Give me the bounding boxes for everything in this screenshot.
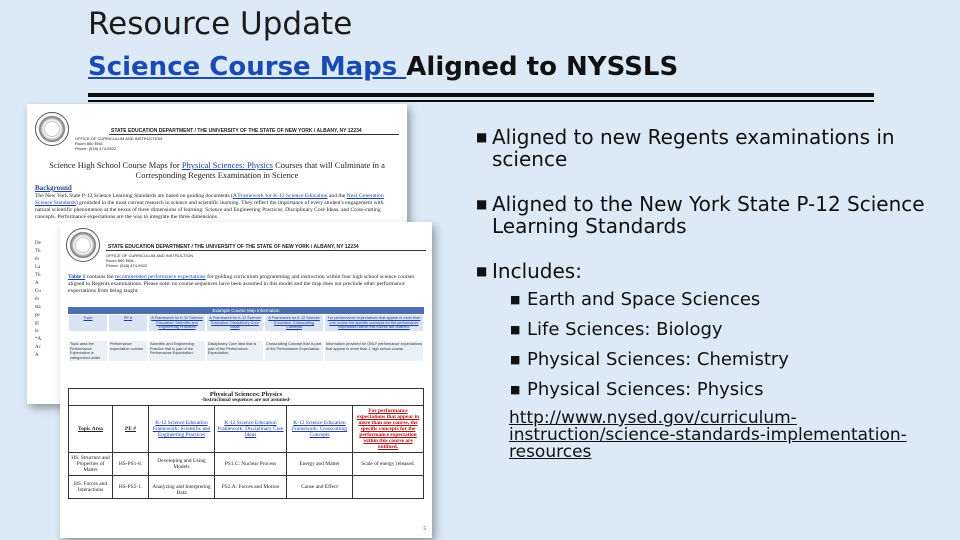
- sub-bullet-item: ■ Physical Sciences: Chemistry: [510, 345, 936, 375]
- nys-seal-icon: [66, 228, 100, 262]
- example-map-header-row: Topic PE # A Framework for K-12 Science Education: Scientific and Engineering Practices A Framework for K-12 Science Education: Disciplinary Core Ideas A Framework for K-12 Science Education: Crosscutting Concepts For performance expectations that appear in more than one course the specific concepts for the performance expectation within this course are outlined.: [68, 314, 424, 332]
- bullet-square-icon: ■: [510, 353, 521, 366]
- doc2-office: OFFICE OF CURRICULUM AND INSTRUCTION Room 860 EBA Phone: (518) 474-5922: [106, 253, 194, 268]
- course-maps-link[interactable]: Science Course Maps: [88, 52, 407, 82]
- doc1-left-fragments: De Th th La Th A Cu th sta pe gr te *A Ac A: [35, 241, 42, 358]
- bullet-item: ■ Aligned to the New York State P-12 Science Learning Standards: [476, 192, 925, 238]
- sub-bullet-item: ■ Life Sciences: Biology: [510, 315, 936, 345]
- doc2-intro-paragraph: Table 1 contains the recommended performance expectations for guiding curriculum programming and instruction within four high school science courses aligned to Regents examinations. Please note: no course sequences have been assumed in this model and the map does not preclude other performance expectations from being taught.: [68, 274, 415, 294]
- bullet-square-icon: ■: [510, 293, 521, 306]
- example-map-title: Example Course Map Information: [68, 307, 424, 314]
- doc1-header: STATE EDUCATION DEPARTMENT / THE UNIVERSITY OF THE STATE OF NEW YORK / ALBANY, NY 12234: [111, 128, 362, 134]
- table-row: HS. Structure and Properties of Matter HS-PS1-8. Developing and Using Models PS1.C: Nuclear Process Energy and Matter Scale of energy released.: [69, 453, 424, 476]
- doc2-header-rule: [106, 250, 426, 251]
- physics-course-map-table: [68, 388, 424, 499]
- slide-title: Resource Update: [88, 6, 353, 42]
- bullet-square-icon: ■: [476, 264, 488, 278]
- bullet-square-icon: ■: [476, 130, 488, 144]
- nys-seal-icon: [35, 112, 69, 146]
- document-page-2: [60, 222, 432, 538]
- doc1-header-rule: [109, 134, 399, 135]
- bullet-square-icon: ■: [510, 383, 521, 396]
- title-divider-thin: [88, 100, 874, 102]
- doc1-title: Science High School Course Maps for Physical Sciences: Physics Courses that will Culminate in a Corresponding Regents Examination in Science: [49, 160, 385, 180]
- doc1-background-paragraph: The New York State P-12 Science Learning Standards are based on guiding documents (A Framework for K-12 Science Education and the Next Generation Science Standards) grounded in the most current research in science and scientific learning. They reflect the importance of every student's engagement with natural scientific phenomenon at the nexus of three dimensions of learning: Science and Engineering Practices, Disciplinary Core Ideas, and Cross-cutting concepts. Performance expectations are the way to integrate the three dimensions: [35, 193, 384, 220]
- table-header-row: Topic Area PE # K-12 Science Education Framework: Scientific and Engineering Practices K-12 Science Education Framework: Disciplinary Core Ideas K-12 Science Education Framework: Crosscutting Concepts For performance expectations that appear in more than one course, the specific concepts for the performance expectation within this course are outlined.: [69, 406, 424, 453]
- title-divider-thick: [88, 93, 874, 97]
- sub-bullet-item: ■ Physical Sciences: Physics: [510, 375, 936, 405]
- subtitle-rest: Aligned to NYSSLS: [406, 52, 679, 82]
- bullet-list: [476, 126, 936, 461]
- doc2-header: STATE EDUCATION DEPARTMENT / THE UNIVERSITY OF THE STATE OF NEW YORK / ALBANY, NY 12234: [108, 244, 359, 250]
- doc1-background-heading: Background: [35, 184, 72, 192]
- resources-url-link[interactable]: http://www.nysed.gov/curriculum-instruction/science-standards-implementation-resources: [509, 408, 907, 462]
- table-row: HS. Forces and Interactions HS-PS2-1. Analyzing and Interpreting Data PS2.A: Forces and Motion Cause and Effect: [69, 476, 424, 499]
- example-map-body-row: Topic area the Performance Expectation is categorized under Performance expectation number Scientific and Engineering Practice that is part of the Performance Expectation. Disciplinary Core Idea that is part of the Performance Expectation. Crosscutting Concept that is part of the Performance Expectation. Information provided for ONLY performance expectations that appear in more than 1 high school course.: [68, 340, 424, 362]
- bullet-item: ■ Aligned to new Regents examinations in science: [476, 125, 895, 171]
- slide-subtitle: [88, 52, 678, 82]
- doc2-page-number: 5: [423, 527, 426, 532]
- bullet-square-icon: ■: [476, 197, 488, 211]
- doc1-office: OFFICE OF CURRICULUM AND INSTRUCTION Room 860 EBA Phone: (518) 474-5922: [75, 136, 163, 151]
- bullet-square-icon: ■: [510, 323, 521, 336]
- sub-bullet-item: ■ Earth and Space Sciences: [510, 285, 936, 315]
- bullet-item: ■ Includes:: [476, 259, 582, 283]
- table-title-row: Physical Sciences: Physics -Instructional sequences are not assumed-: [69, 389, 424, 406]
